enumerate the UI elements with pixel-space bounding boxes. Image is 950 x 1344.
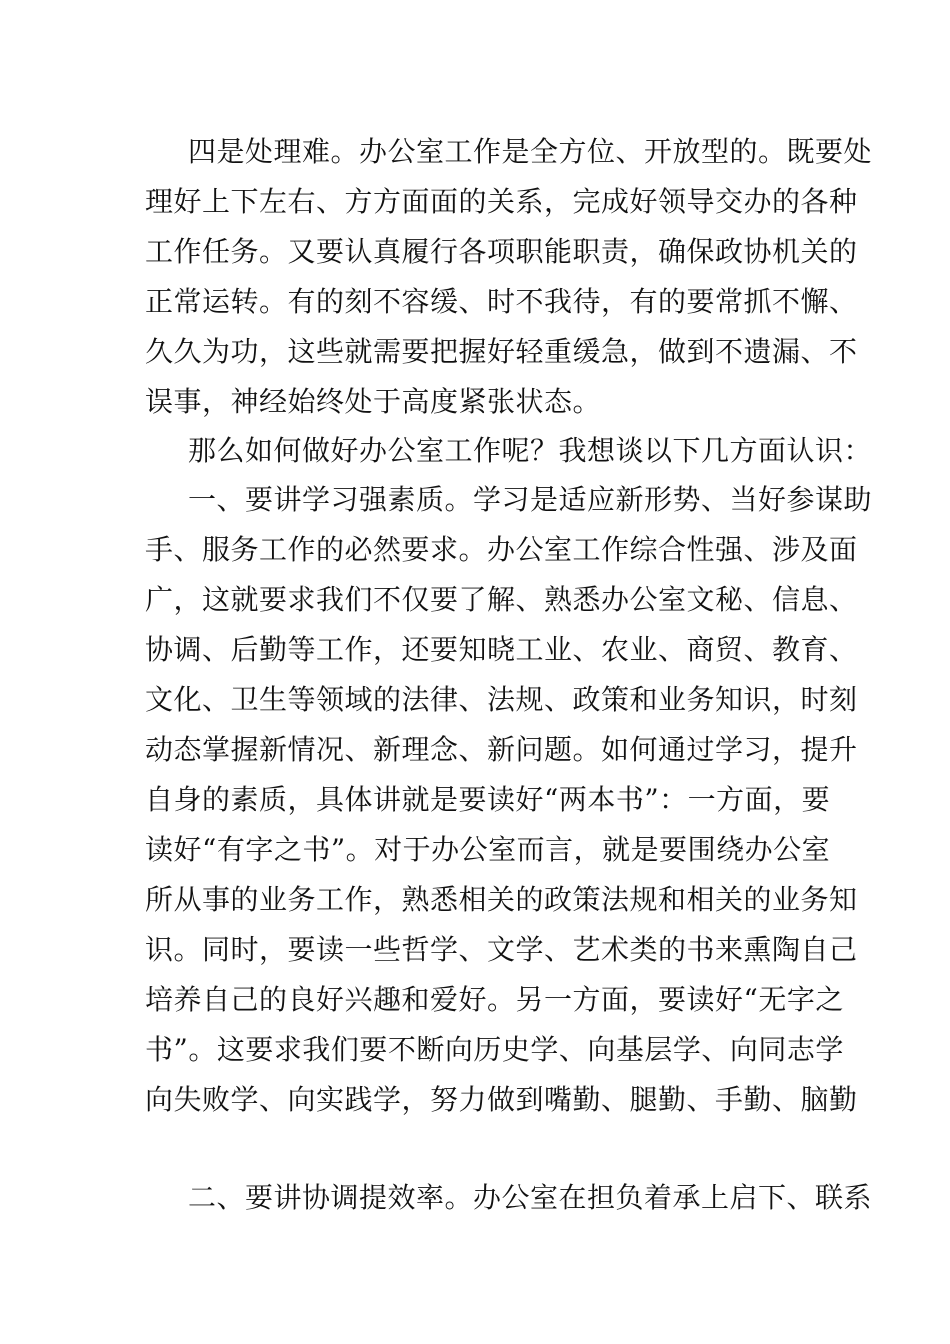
paragraph-line: 动态掌握新情况、新理念、新问题。如何通过学习，提升 — [145, 733, 858, 766]
paragraph-line: 工作任务。又要认真履行各项职能职责，确保政协机关的 — [145, 235, 858, 268]
paragraph-line: 误事，神经始终处于高度紧张状态。 — [145, 385, 602, 418]
paragraph-line: 正常运转。有的刻不容缓、时不我待，有的要常抓不懈、 — [145, 285, 858, 318]
paragraph-line: 向失败学、向实践学，努力做到嘴勤、腿勤、手勤、脑勤 — [145, 1083, 858, 1116]
paragraph-line: 久久为功，这些就需要把握好轻重缓急，做到不遗漏、不 — [145, 335, 858, 368]
paragraph-line: 广，这就要求我们不仅要了解、熟悉办公室文秘、信息、 — [145, 583, 858, 616]
paragraph-line: 文化、卫生等领域的法律、法规、政策和业务知识，时刻 — [145, 683, 858, 716]
paragraph-line: 二、要讲协调提效率。办公室在担负着承上启下、联系 — [188, 1181, 873, 1214]
paragraph-line: 协调、后勤等工作，还要知晓工业、农业、商贸、教育、 — [145, 633, 858, 666]
paragraph-line: 书”。这要求我们要不断向历史学、向基层学、向同志学 — [145, 1033, 844, 1066]
paragraph-line: 那么如何做好办公室工作呢？我想谈以下几方面认识： — [188, 434, 873, 467]
paragraph-line: 培养自己的良好兴趣和爱好。另一方面，要读好“无字之 — [145, 983, 844, 1016]
paragraph-line: 手、服务工作的必然要求。办公室工作综合性强、涉及面 — [145, 533, 858, 566]
paragraph-line: 所从事的业务工作，熟悉相关的政策法规和相关的业务知 — [145, 883, 858, 916]
paragraph-line: 自身的素质，具体讲就是要读好“两本书”：一方面，要 — [145, 783, 831, 816]
paragraph-line: 识。同时，要读一些哲学、文学、艺术类的书来熏陶自己 — [145, 933, 858, 966]
paragraph-line: 读好“有字之书”。对于办公室而言，就是要围绕办公室 — [145, 833, 831, 866]
paragraph-line: 一、要讲学习强素质。学习是适应新形势、当好参谋助 — [188, 483, 873, 516]
paragraph-line: 四是处理难。办公室工作是全方位、开放型的。既要处 — [188, 135, 873, 168]
paragraph-line: 理好上下左右、方方面面的关系，完成好领导交办的各种 — [145, 185, 858, 218]
